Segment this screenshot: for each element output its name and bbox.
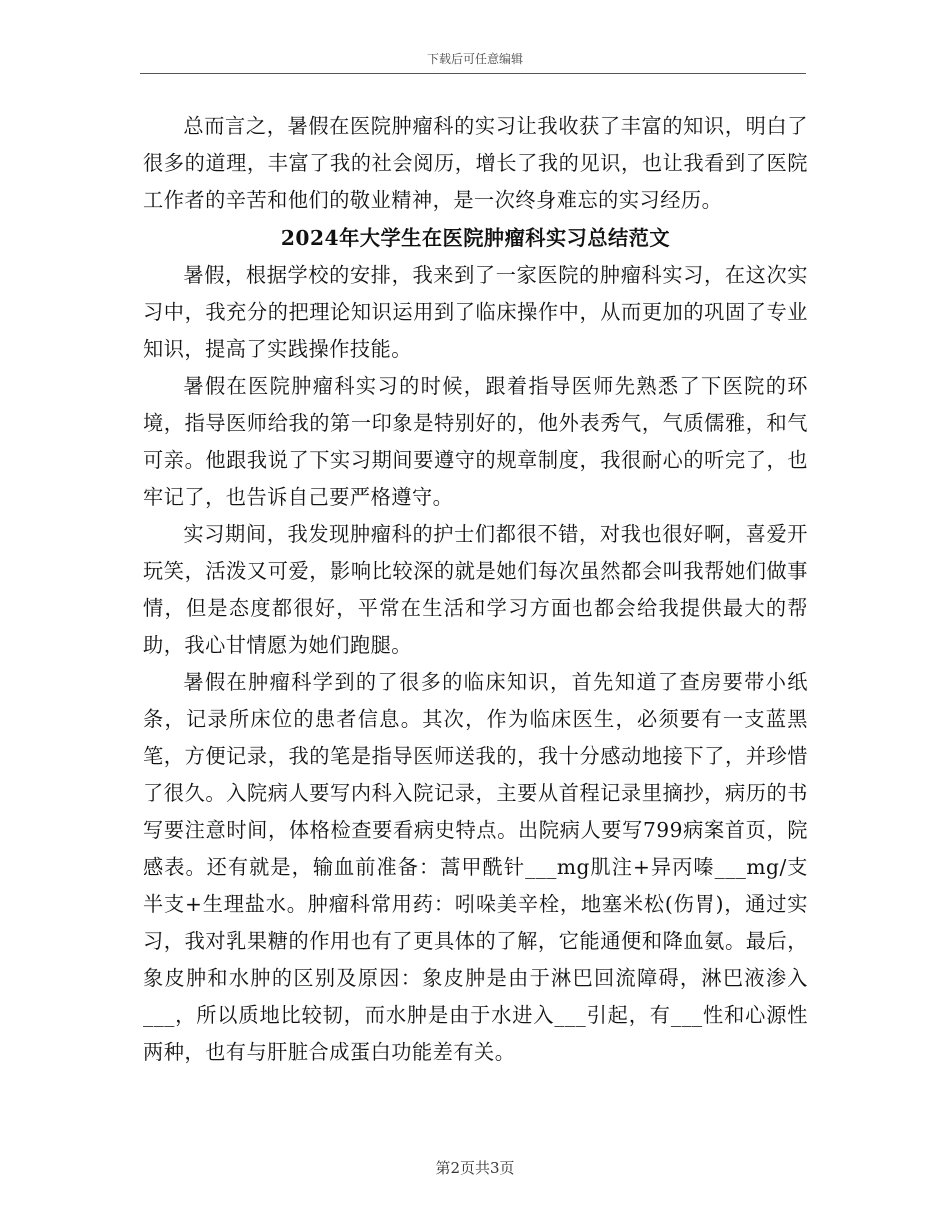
intro-paragraph: 总而言之，暑假在医院肿瘤科的实习让我收获了丰富的知识，明白了很多的道理，丰富了我的社会阅历，增长了我的见识，也让我看到了医院工作者的辛苦和他们的敬业精神，是一次终身难忘的实习经历。 (143, 114, 808, 212)
document-body (143, 108, 808, 1071)
paragraph-4: 暑假在肿瘤科学到的了很多的临床知识，首先知道了查房要带小纸条，记录所床位的患者信息。其次，作为临床医生，必须要有一支蓝黑笔，方便记录，我的笔是指导医师送我的，我十分感动地接下了，并珍惜了很久。入院病人要写内科入院记录，主要从首程记录里摘抄，病历的书写要注意时间，体格检查要看病史特点。出院病人要写799病案首页，院感表。还有就是，输血前准备：蒿甲酰针___mg肌注+异丙嗪___mg/支半支+生理盐水。肿瘤科常用药：吲哚美辛栓，地塞米松(伤胃)，通过实习，我对乳果糖的作用也有了更具体的了解，它能通便和降血氨。最后，象皮肿和水肿的区别及原因：象皮肿是由于淋巴回流障碍，淋巴液渗入___，所以质地比较韧，而水肿是由于水进入___引起，有___性和心源性两种，也有与肝脏合成蛋白功能差有关。 (143, 670, 808, 1064)
page-number: 第2页共3页 (435, 1159, 515, 1177)
paragraph-1: 暑假，根据学校的安排，我来到了一家医院的肿瘤科实习，在这次实习中，我充分的把理论知识运用到了临床操作中，从而更加的巩固了专业知识，提高了实践操作技能。 (143, 263, 808, 361)
header-divider (140, 73, 806, 74)
article-title: 2024年大学生在医院肿瘤科实习总结范文 (280, 226, 671, 250)
paragraph-2: 暑假在医院肿瘤科实习的时候，跟着指导医师先熟悉了下医院的环境，指导医师给我的第一印象是特别好的，他外表秀气，气质儒雅，和气可亲。他跟我说了下实习期间要遵守的规章制度，我很耐心的听完了，也牢记了，也告诉自己要严格遵守。 (143, 374, 808, 509)
paragraph-3: 实习期间，我发现肿瘤科的护士们都很不错，对我也很好啊，喜爱开玩笑，活泼又可爱，影响比较深的就是她们每次虽然都会叫我帮她们做事情，但是态度都很好，平常在生活和学习方面也都会给我提供最大的帮助，我心甘情愿为她们跑腿。 (143, 522, 808, 657)
page-header: 下载后可任意编辑 (426, 52, 523, 66)
